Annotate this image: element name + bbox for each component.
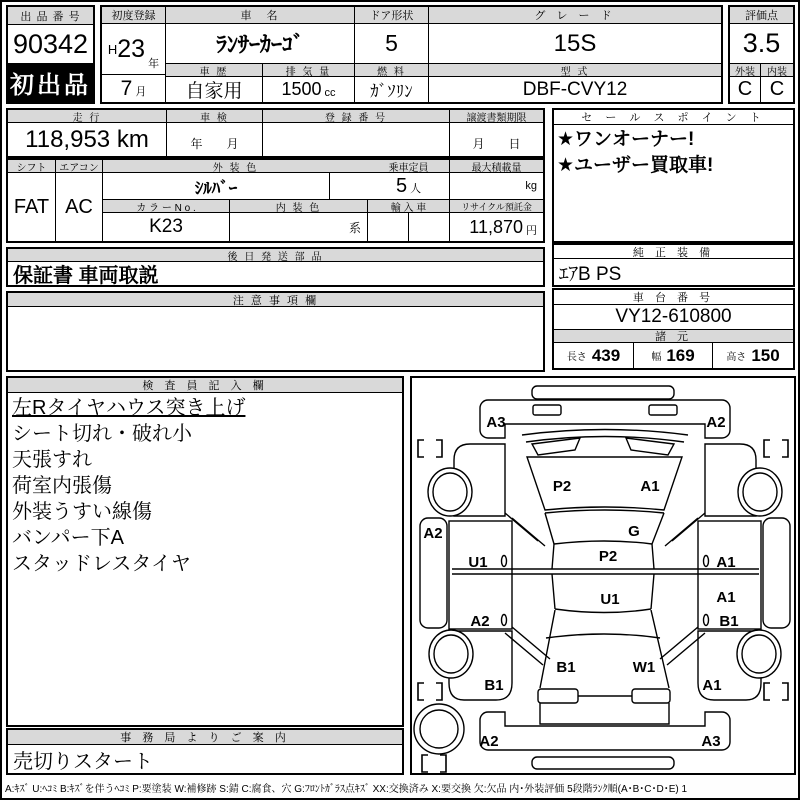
panel-grade-label-b1: B1 xyxy=(556,659,576,676)
grade-value: 15S xyxy=(429,24,721,64)
exterior-color-extra-cell xyxy=(330,173,368,200)
panel-grade-label-a3: A3 xyxy=(701,733,721,750)
exterior-grade-label: 外装 xyxy=(730,64,761,77)
wheels-and-handles xyxy=(414,468,782,754)
office-announcement-value: 売切りスタート xyxy=(13,750,153,773)
office-announcement-label: 事 務 局 よ り ご 案 内 xyxy=(8,730,402,745)
first-registration-label: 初度登録 xyxy=(102,7,166,24)
panel-grade-label-u1: U1 xyxy=(600,591,620,608)
interior-grade-label: 内装 xyxy=(761,64,793,77)
registration-number-label: 登 録 番 号 xyxy=(263,110,450,123)
score-value: 3.5 xyxy=(730,24,793,64)
color-block xyxy=(6,158,545,243)
recycle-deposit-number: 11,870 xyxy=(469,216,523,237)
inspector-notes-box xyxy=(6,376,404,727)
aircon-value: AC xyxy=(56,173,103,241)
spec-height xyxy=(713,343,793,368)
chassis-label: 車 台 番 号 xyxy=(554,290,793,305)
shaken-label: 車 検 xyxy=(167,110,263,123)
panel-grade-label-a1: A1 xyxy=(716,589,736,606)
chassis-value: VY12-610800 xyxy=(554,305,793,330)
panel-grade-label-b1: B1 xyxy=(719,613,739,630)
inspector-note: スタッドレスタイヤ xyxy=(12,553,191,575)
color-no-value: K23 xyxy=(103,213,230,241)
panel-grade-label-a1: A1 xyxy=(702,677,722,694)
displacement-label: 排 気 量 xyxy=(263,64,355,77)
sales-point-line: ★ユーザー買取車! xyxy=(557,155,714,176)
capacity-value xyxy=(368,173,450,200)
sales-points-label: セ ー ル ス ポ イ ン ト xyxy=(554,110,793,125)
lot-label: 出 品 番 号 xyxy=(8,7,93,25)
recycle-deposit-label: リサイクル預託金 xyxy=(450,200,543,213)
later-parts-value: 保証書 車両取説 xyxy=(13,265,159,285)
interior-color-value xyxy=(230,213,368,241)
first-registration-month xyxy=(102,75,166,102)
aircon-label: エアコン xyxy=(56,160,103,173)
sales-point-line: ★ワンオーナー! xyxy=(557,129,695,150)
month-unit: 月 xyxy=(135,86,147,98)
car-name: ﾗﾝｻｰｶｰｺﾞ xyxy=(166,24,355,64)
mileage-value: 118,953 km xyxy=(8,123,167,156)
vehicle-summary-table xyxy=(100,5,723,104)
era-letter: H xyxy=(107,41,118,57)
score-label: 評価点 xyxy=(730,7,793,24)
spec-width xyxy=(634,343,713,368)
reg-month: 7 xyxy=(120,76,133,100)
import-cell-right xyxy=(409,213,450,241)
chassis-box xyxy=(552,288,795,370)
equipment-value: ｴｱB PS xyxy=(559,263,622,285)
inspector-notes-label: 検 査 員 記 入 欄 xyxy=(8,378,402,393)
spec-length xyxy=(554,343,634,368)
later-parts-block xyxy=(6,247,545,287)
inspector-note: バンパー下A xyxy=(12,527,124,549)
fuel-label: 燃 料 xyxy=(355,64,429,77)
reg-year: 23 xyxy=(117,34,146,63)
door-shape-label: ドア形状 xyxy=(355,7,429,24)
car-outline-diagram xyxy=(412,378,794,773)
car-name-label: 車 名 xyxy=(166,7,355,24)
model-code-value: DBF-CVY12 xyxy=(522,78,628,100)
payload-label: 最大積載量 xyxy=(450,160,543,173)
shift-label: シフト xyxy=(8,160,56,173)
caution-label: 注 意 事 項 欄 xyxy=(8,293,543,307)
panel-grade-label-w1: W1 xyxy=(632,659,656,676)
transfer-deadline-label: 譲渡書類期限 xyxy=(450,110,543,123)
panel-grade-label-u1: U1 xyxy=(468,554,488,571)
panel-grade-label-a1: A1 xyxy=(640,478,660,495)
displacement-value xyxy=(263,77,355,102)
inspector-note: 荷室内張傷 xyxy=(12,475,112,497)
panel-grade-label-a1: A1 xyxy=(716,554,736,571)
damage-code-legend: A:ｷｽﾞ U:ﾍｺﾐ B:ｷｽﾞを伴うﾍｺﾐ P:要塗装 W:補修跡 S:錆 C:腐食、穴 G:ﾌﾛﾝﾄｶﾞﾗｽ点ｷｽﾞ XX:交換済み X:要交換 欠:欠品 内･外装評価 5段階ﾗﾝｸ順(A･B･C･D･E) 1 xyxy=(5,784,688,795)
lot-number: 90342 xyxy=(12,28,89,59)
door-shape-value: 5 xyxy=(355,24,429,64)
panel-grade-label-b1: B1 xyxy=(484,677,504,694)
mileage-label: 走 行 xyxy=(8,110,167,123)
length-label: 長さ xyxy=(566,352,587,363)
specs-row xyxy=(554,343,793,368)
car-body-outline xyxy=(420,386,790,769)
caution-body xyxy=(8,307,543,370)
sales-points-body xyxy=(554,127,793,239)
model-code-label: 型 式 xyxy=(429,64,721,77)
panel-grade-label-a3: A3 xyxy=(486,414,506,431)
interior-color-label: 内 装 色 xyxy=(230,200,368,213)
later-parts-label: 後 日 発 送 部 品 xyxy=(8,249,543,262)
office-announcement-box xyxy=(6,728,404,775)
panel-grade-label-a2: A2 xyxy=(706,414,726,431)
inspector-note: シート切れ・破れ小 xyxy=(12,423,192,445)
inspector-note: 天張すれ xyxy=(12,449,92,471)
import-label: 輸 入 車 xyxy=(368,200,450,213)
score-box xyxy=(728,5,795,104)
transfer-deadline-value: 月 日 xyxy=(472,137,521,151)
payload-value xyxy=(450,173,543,200)
panel-grade-label-a2: A2 xyxy=(479,733,499,750)
inspector-note: 外装うすい線傷 xyxy=(12,501,152,523)
import-cell-left xyxy=(368,213,409,241)
exterior-color-value: ｼﾙﾊﾞｰ xyxy=(103,173,330,200)
capacity-unit: 人 xyxy=(410,183,422,195)
capacity-label: 乗車定員 xyxy=(368,160,450,173)
panel-grade-label-p2: P2 xyxy=(552,478,572,495)
year-unit: 年 xyxy=(148,58,160,70)
recycle-deposit-value xyxy=(450,213,543,241)
first-registration-year xyxy=(102,24,166,75)
inspector-notes-body xyxy=(8,395,402,725)
equipment-box xyxy=(552,243,795,287)
equipment-label: 純 正 装 備 xyxy=(554,245,793,259)
registration-number-value xyxy=(263,123,450,156)
payload-unit: kg xyxy=(525,180,537,192)
height-label: 高さ xyxy=(726,352,747,363)
panel-grade-label-a2: A2 xyxy=(470,613,490,630)
length-value: 439 xyxy=(591,345,621,365)
sales-points-box xyxy=(552,108,795,243)
interior-grade-value: C xyxy=(769,78,785,100)
color-no-label: カ ラ ー N o . xyxy=(103,200,230,213)
width-value: 169 xyxy=(666,345,695,365)
height-value: 150 xyxy=(751,345,780,365)
panel-grade-label-p2: P2 xyxy=(598,548,618,565)
shift-value: FAT xyxy=(8,173,56,241)
damage-diagram-box xyxy=(410,376,796,775)
displacement-number: 1500 xyxy=(281,79,322,99)
mileage-block xyxy=(6,108,545,158)
shaken-value: 年 月 xyxy=(167,123,263,156)
caution-box xyxy=(6,291,545,372)
history-value: 自家用 xyxy=(166,77,263,102)
interior-color-suffix: 系 xyxy=(348,220,361,235)
displacement-unit: cc xyxy=(324,87,336,99)
recycle-deposit-unit: 円 xyxy=(526,225,537,237)
width-label: 幅 xyxy=(651,352,662,363)
lot-box xyxy=(6,5,95,104)
capacity-number: 5 xyxy=(395,174,408,197)
history-label: 車 歴 xyxy=(166,64,263,77)
panel-grade-label-a2: A2 xyxy=(423,525,443,542)
grade-label: グ レ ー ド xyxy=(429,7,721,24)
first-listing-badge: 初出品 xyxy=(8,63,93,102)
specs-label: 諸 元 xyxy=(554,330,793,343)
exterior-color-label: 外 装 色 xyxy=(103,160,368,173)
inspector-note: 左Rタイヤハウス突き上げ xyxy=(12,397,246,419)
fuel-value: ｶﾞｿﾘﾝ xyxy=(355,77,429,102)
exterior-grade-value: C xyxy=(730,77,761,102)
panel-grade-label-g: G xyxy=(628,523,640,540)
